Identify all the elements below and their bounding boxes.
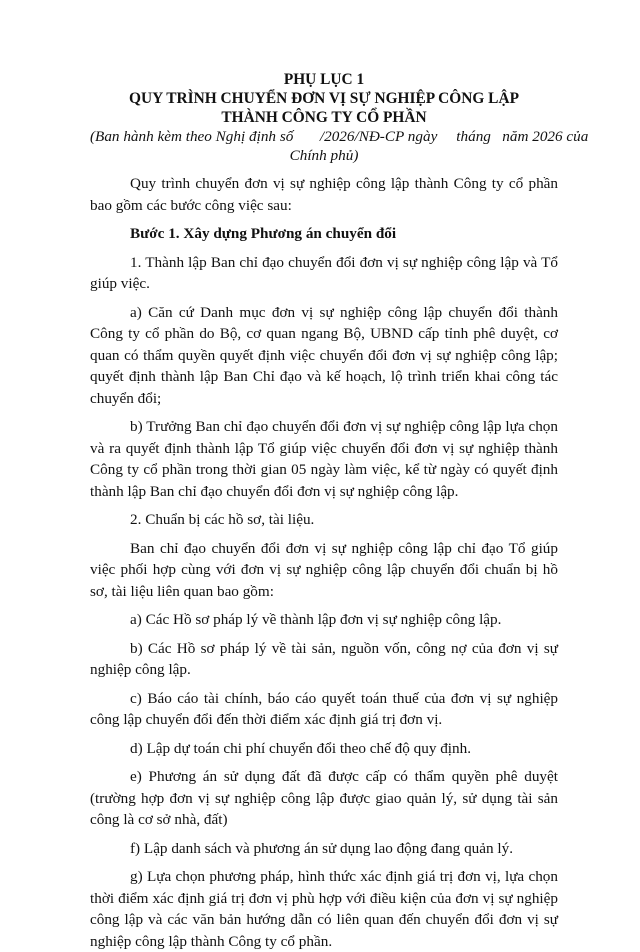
step-1-heading: Bước 1. Xây dựng Phương án chuyển đổi: [130, 225, 397, 242]
item-2: 2. Chuẩn bị các hồ sơ, tài liệu.: [130, 511, 315, 528]
subtitle-line-2: Chính phủ): [289, 147, 359, 164]
appendix-label: PHỤ LỤC 1: [283, 71, 365, 88]
item-2-intro: Ban chỉ đạo chuyển đổi đơn vị sự nghiệp công lập chỉ đạo Tổ giúp việc phối hợp cùng với đơn vị sự nghiệp công lập chuyển đổi chuẩn bị hồ sơ, tài liệu liên quan bao gồm:: [90, 539, 558, 600]
document-title-line-2: THÀNH CÔNG TY CỔ PHẦN: [221, 109, 427, 126]
item-2-c: c) Báo cáo tài chính, báo cáo quyết toán thuế của đơn vị sự nghiệp công lập chuyển đổi đến thời điểm xác định giá trị đơn vị.: [90, 689, 558, 728]
document-subtitle: [90, 127, 589, 165]
item-2-d: d) Lập dự toán chi phí chuyển đổi theo chế độ quy định.: [130, 739, 472, 757]
subtitle-line-1: (Ban hành kèm theo Nghị định số /2026/NĐ-CP ngày tháng năm 2026 của: [90, 128, 589, 145]
item-1-a: a) Căn cứ Danh mục đơn vị sự nghiệp công lập chuyển đổi thành Công ty cổ phần do Bộ, cơ quan ngang Bộ, UBND cấp tỉnh phê duyệt, cơ quan có thẩm quyền quyết định việc chuyển đổi đơn vị sự nghiệp công lập; quyết định thành lập Ban Chỉ đạo và kế hoạch, lộ trình triển khai công tác chuyển đổi;: [90, 303, 558, 407]
document-title-line-1: QUY TRÌNH CHUYỂN ĐƠN VỊ SỰ NGHIỆP CÔNG LẬP: [129, 90, 519, 107]
item-2-f: f) Lập danh sách và phương án sử dụng lao động đang quản lý.: [130, 839, 514, 857]
item-1-b: b) Trưởng Ban chỉ đạo chuyển đổi đơn vị sự nghiệp công lập lựa chọn và ra quyết định thành lập Tổ giúp việc chuyển đổi đơn vị sự nghiệp thành Công ty cổ phần trong thời gian 05 ngày làm việc, kể từ ngày có quyết định thành lập Ban chỉ đạo chuyển đổi đơn vị sự nghiệp công lập.: [90, 418, 558, 500]
intro-paragraph: Quy trình chuyển đơn vị sự nghiệp công lập thành Công ty cổ phần bao gồm các bước công việc sau:: [90, 175, 558, 214]
item-2-e: e) Phương án sử dụng đất đã được cấp có thẩm quyền phê duyệt (trường hợp đơn vị sự nghiệp công lập được giao quản lý, sử dụng tài sản công là cơ sở nhà, đất): [90, 768, 558, 828]
item-2-a: a) Các Hồ sơ pháp lý về thành lập đơn vị sự nghiệp công lập.: [130, 611, 502, 628]
item-2-b: b) Các Hồ sơ pháp lý về tài sản, nguồn vốn, công nợ của đơn vị sự nghiệp công lập.: [90, 639, 558, 678]
item-2-g: g) Lựa chọn phương pháp, hình thức xác định giá trị đơn vị, lựa chọn thời điểm xác định giá trị đơn vị phù hợp với điều kiện của đơn vị sự nghiệp công lập và các văn bản hướng dẫn có liên quan đến chuyển đổi đơn vị sự nghiệp công lập thành Công ty cổ phần.: [90, 868, 558, 950]
item-1: 1. Thành lập Ban chỉ đạo chuyển đổi đơn vị sự nghiệp công lập và Tổ giúp việc.: [90, 253, 558, 292]
